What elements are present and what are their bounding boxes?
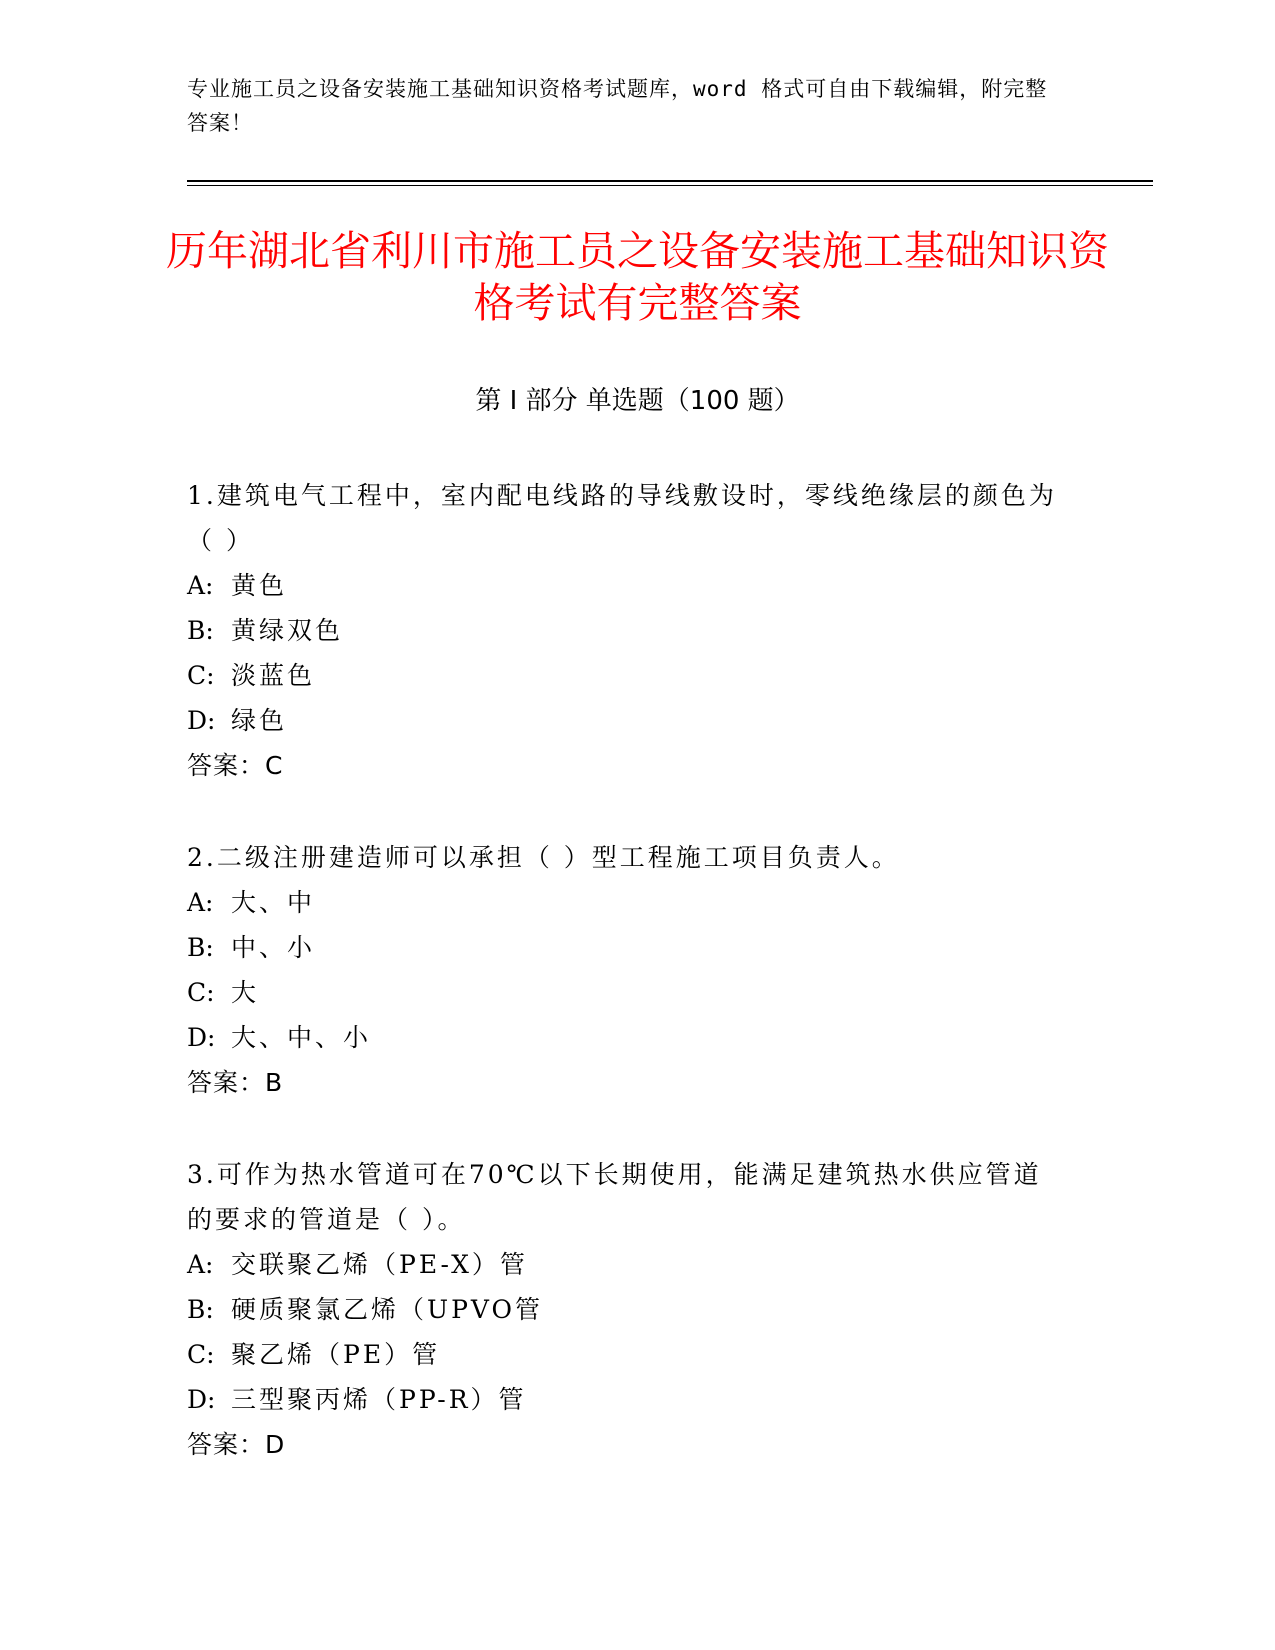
option-letter: B: bbox=[187, 616, 214, 645]
option-d bbox=[187, 698, 1067, 743]
question-2 bbox=[187, 835, 1067, 1105]
option-text: 聚乙烯（PE）管 bbox=[231, 1340, 441, 1369]
document-title: 历年湖北省利川市施工员之设备安装施工基础知识资格考试有完整答案 bbox=[166, 227, 1109, 327]
option-b bbox=[187, 925, 1067, 970]
option-text: 黄色 bbox=[231, 571, 288, 600]
option-a bbox=[187, 1242, 1067, 1287]
option-letter: A: bbox=[187, 1250, 214, 1279]
option-a bbox=[187, 563, 1067, 608]
option-letter: C: bbox=[187, 661, 215, 690]
option-b bbox=[187, 608, 1067, 653]
option-letter: D: bbox=[187, 706, 216, 735]
option-text: 三型聚丙烯（PP-R）管 bbox=[231, 1385, 527, 1414]
option-c bbox=[187, 1332, 1067, 1377]
option-a bbox=[187, 880, 1067, 925]
section-title: 第 I 部分 单选题（100 题） bbox=[475, 386, 800, 416]
question-1 bbox=[187, 473, 1067, 788]
option-text: 大 bbox=[231, 978, 260, 1007]
answer-line: 答案：D bbox=[187, 1430, 286, 1459]
option-letter: A: bbox=[187, 571, 214, 600]
option-d bbox=[187, 1377, 1067, 1422]
option-text: 交联聚乙烯（PE-X）管 bbox=[231, 1250, 528, 1279]
header-divider-thin bbox=[187, 185, 1153, 186]
option-c bbox=[187, 970, 1067, 1015]
header-note: 专业施工员之设备安装施工基础知识资格考试题库，word 格式可自由下载编辑，附完整答案！ bbox=[187, 77, 1048, 135]
question-stem: 1.建筑电气工程中，室内配电线路的导线敷设时，零线绝缘层的颜色为（ ） bbox=[187, 481, 1057, 555]
question-stem: 3.可作为热水管道可在70℃以下长期使用，能满足建筑热水供应管道的要求的管道是（ ）。 bbox=[187, 1160, 1042, 1234]
question-stem: 2.二级注册建造师可以承担（ ）型工程施工项目负责人。 bbox=[187, 843, 900, 872]
option-text: 黄绿双色 bbox=[231, 616, 344, 645]
option-b bbox=[187, 1287, 1067, 1332]
question-list bbox=[187, 473, 1067, 1514]
option-letter: C: bbox=[187, 1340, 215, 1369]
option-letter: D: bbox=[187, 1023, 216, 1052]
option-letter: B: bbox=[187, 1295, 214, 1324]
answer-line: 答案：B bbox=[187, 1068, 284, 1097]
option-text: 硬质聚氯乙烯（UPVO管 bbox=[231, 1295, 544, 1324]
option-text: 绿色 bbox=[231, 706, 288, 735]
option-text: 中、小 bbox=[231, 933, 316, 962]
option-text: 淡蓝色 bbox=[231, 661, 316, 690]
option-d bbox=[187, 1015, 1067, 1060]
option-c bbox=[187, 653, 1067, 698]
option-letter: B: bbox=[187, 933, 214, 962]
option-letter: D: bbox=[187, 1385, 216, 1414]
option-text: 大、中、小 bbox=[231, 1023, 372, 1052]
option-letter: C: bbox=[187, 978, 215, 1007]
header-divider-thick bbox=[187, 180, 1153, 182]
option-text: 大、中 bbox=[231, 888, 316, 917]
answer-line: 答案：C bbox=[187, 751, 284, 780]
option-letter: A: bbox=[187, 888, 214, 917]
question-3 bbox=[187, 1152, 1067, 1467]
